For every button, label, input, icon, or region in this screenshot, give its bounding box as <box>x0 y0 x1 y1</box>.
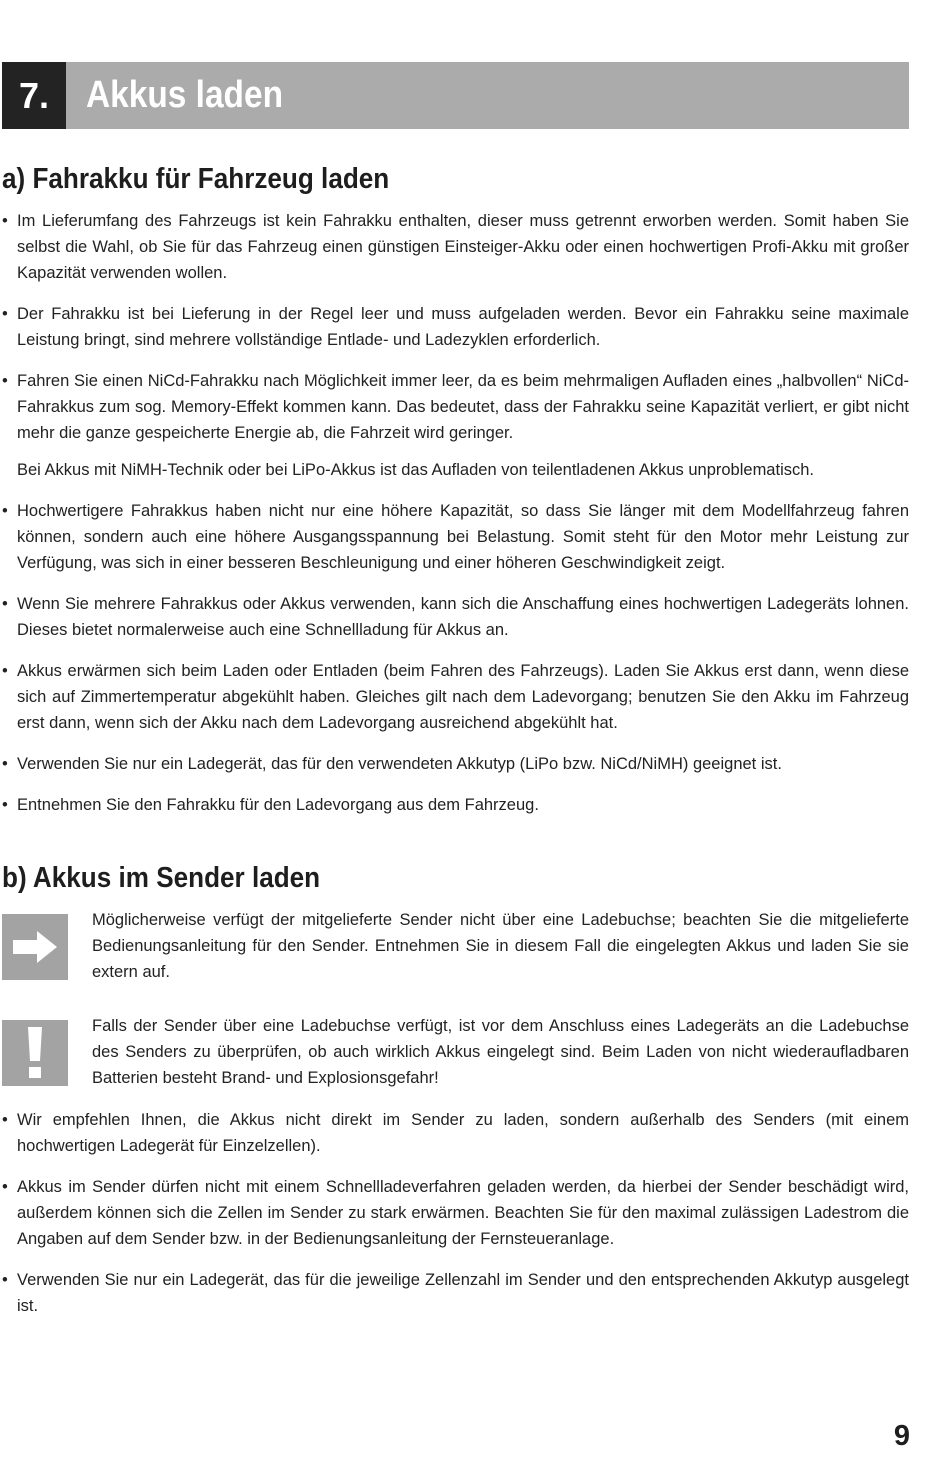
list-item: • Wir empfehlen Ihnen, die Akkus nicht direkt im Sender zu laden, sondern außerhalb des Senders (mit einem hochwertigen Ladegerät für Einzelzellen). <box>2 1107 909 1159</box>
list-item: • Fahren Sie einen NiCd-Fahrakku nach Möglichkeit immer leer, da es beim mehrmaligen Aufladen eines „halbvollen“ NiCd-Fahrakkus zum sog. Memory-Effekt kommen kann. Das bedeutet, dass der Fahrakku seine Kapazität verliert, er gibt nicht mehr die ganze gespeicherte Energie ab, die Fahrzeit wird geringer. <box>2 368 909 446</box>
info-note <box>2 911 909 985</box>
section-a-content <box>2 208 909 833</box>
chapter-title: Akkus laden <box>86 74 284 116</box>
section-b-heading: b) Akkus im Sender laden <box>2 862 321 894</box>
list-item: • Verwenden Sie nur ein Ladegerät, das für die jeweilige Zellenzahl im Sender und den entsprechenden Akkutyp ausgelegt ist. <box>2 1267 909 1319</box>
list-item: • Wenn Sie mehrere Fahrakkus oder Akkus verwenden, kann sich die Anschaffung eines hochwertigen Ladegeräts lohnen. Dieses bietet normalerweise auch eine Schnellladung für Akkus an. <box>2 591 909 643</box>
section-b-content <box>2 1107 909 1334</box>
paragraph: Bei Akkus mit NiMH-Technik oder bei LiPo-Akkus ist das Aufladen von teilentladenen Akkus unproblematisch. <box>17 461 814 479</box>
list-item: • Hochwertigere Fahrakkus haben nicht nur eine höhere Kapazität, so dass Sie länger mit dem Modellfahrzeug fahren können, sondern auch eine höhere Ausgangsspannung bei Belastung. Somit steht für den Motor mehr Leistung zur Verfügung, was sich in einer besseren Beschleunigung und einer höheren Geschwindigkeit zeigt. <box>2 498 909 576</box>
list-item: • Der Fahrakku ist bei Lieferung in der Regel leer und muss aufgeladen werden. Bevor ein Fahrakku seine maximale Leistung bringt, sind mehrere vollständige Entlade- und Ladezyklen erforderlich. <box>2 301 909 353</box>
chapter-header <box>2 62 909 129</box>
warning-note-text: Falls der Sender über eine Ladebuchse verfügt, ist vor dem Anschluss eines Ladegeräts an die Ladebuchse des Senders zu überprüfen, ob auch wirklich Akkus eingelegt sind. Beim Laden von nicht wiederaufladbaren Batterien besteht Brand- und Explosionsgefahr! <box>92 1017 909 1087</box>
list-item: • Entnehmen Sie den Fahrakku für den Ladevorgang aus dem Fahrzeug. <box>2 792 909 818</box>
chapter-number: 7. <box>2 62 66 129</box>
list-item: • Akkus erwärmen sich beim Laden oder Entladen (beim Fahren des Fahrzeugs). Laden Sie Akkus erst dann, wenn diese sich auf Zimmertemperatur abgekühlt haben. Gleiches gilt nach dem Ladevorgang; benutzen Sie den Akku im Fahrzeug erst dann, wenn sich der Akku nach dem Ladevorgang ausreichend abgekühlt hat. <box>2 658 909 736</box>
info-note-text: Möglicherweise verfügt der mitgelieferte Sender nicht über eine Ladebuchse; beachten Sie die mitgelieferte Bedienungsanleitung für den Sender. Entnehmen Sie in diesem Fall die eingelegten Akkus und laden Sie sie extern auf. <box>92 911 909 981</box>
exclamation-icon <box>2 1020 68 1086</box>
section-a-heading: a) Fahrakku für Fahrzeug laden <box>2 163 390 195</box>
list-item: • Im Lieferumfang des Fahrzeugs ist kein Fahrakku enthalten, dieser muss getrennt erworben werden. Somit haben Sie selbst die Wahl, ob Sie für das Fahrzeug einen günstigen Einsteiger-Akku oder einen hochwertigen Profi-Akku mit großer Kapazität verwenden wollen. <box>2 208 909 286</box>
arrow-right-icon <box>2 914 68 980</box>
list-item: • Verwenden Sie nur ein Ladegerät, das für den verwendeten Akkutyp (LiPo bzw. NiCd/NiMH) geeignet ist. <box>2 751 909 777</box>
page-number: 9 <box>893 1420 910 1452</box>
list-item: • Akkus im Sender dürfen nicht mit einem Schnellladeverfahren geladen werden, da hierbei der Sender beschädigt wird, außerdem können sich die Zellen im Sender zu stark erwärmen. Beachten Sie für den maximal zulässigen Ladestrom die Angaben auf dem Sender bzw. in der Bedienungsanleitung der Fernsteueranlage. <box>2 1174 909 1252</box>
warning-note <box>2 1017 909 1091</box>
